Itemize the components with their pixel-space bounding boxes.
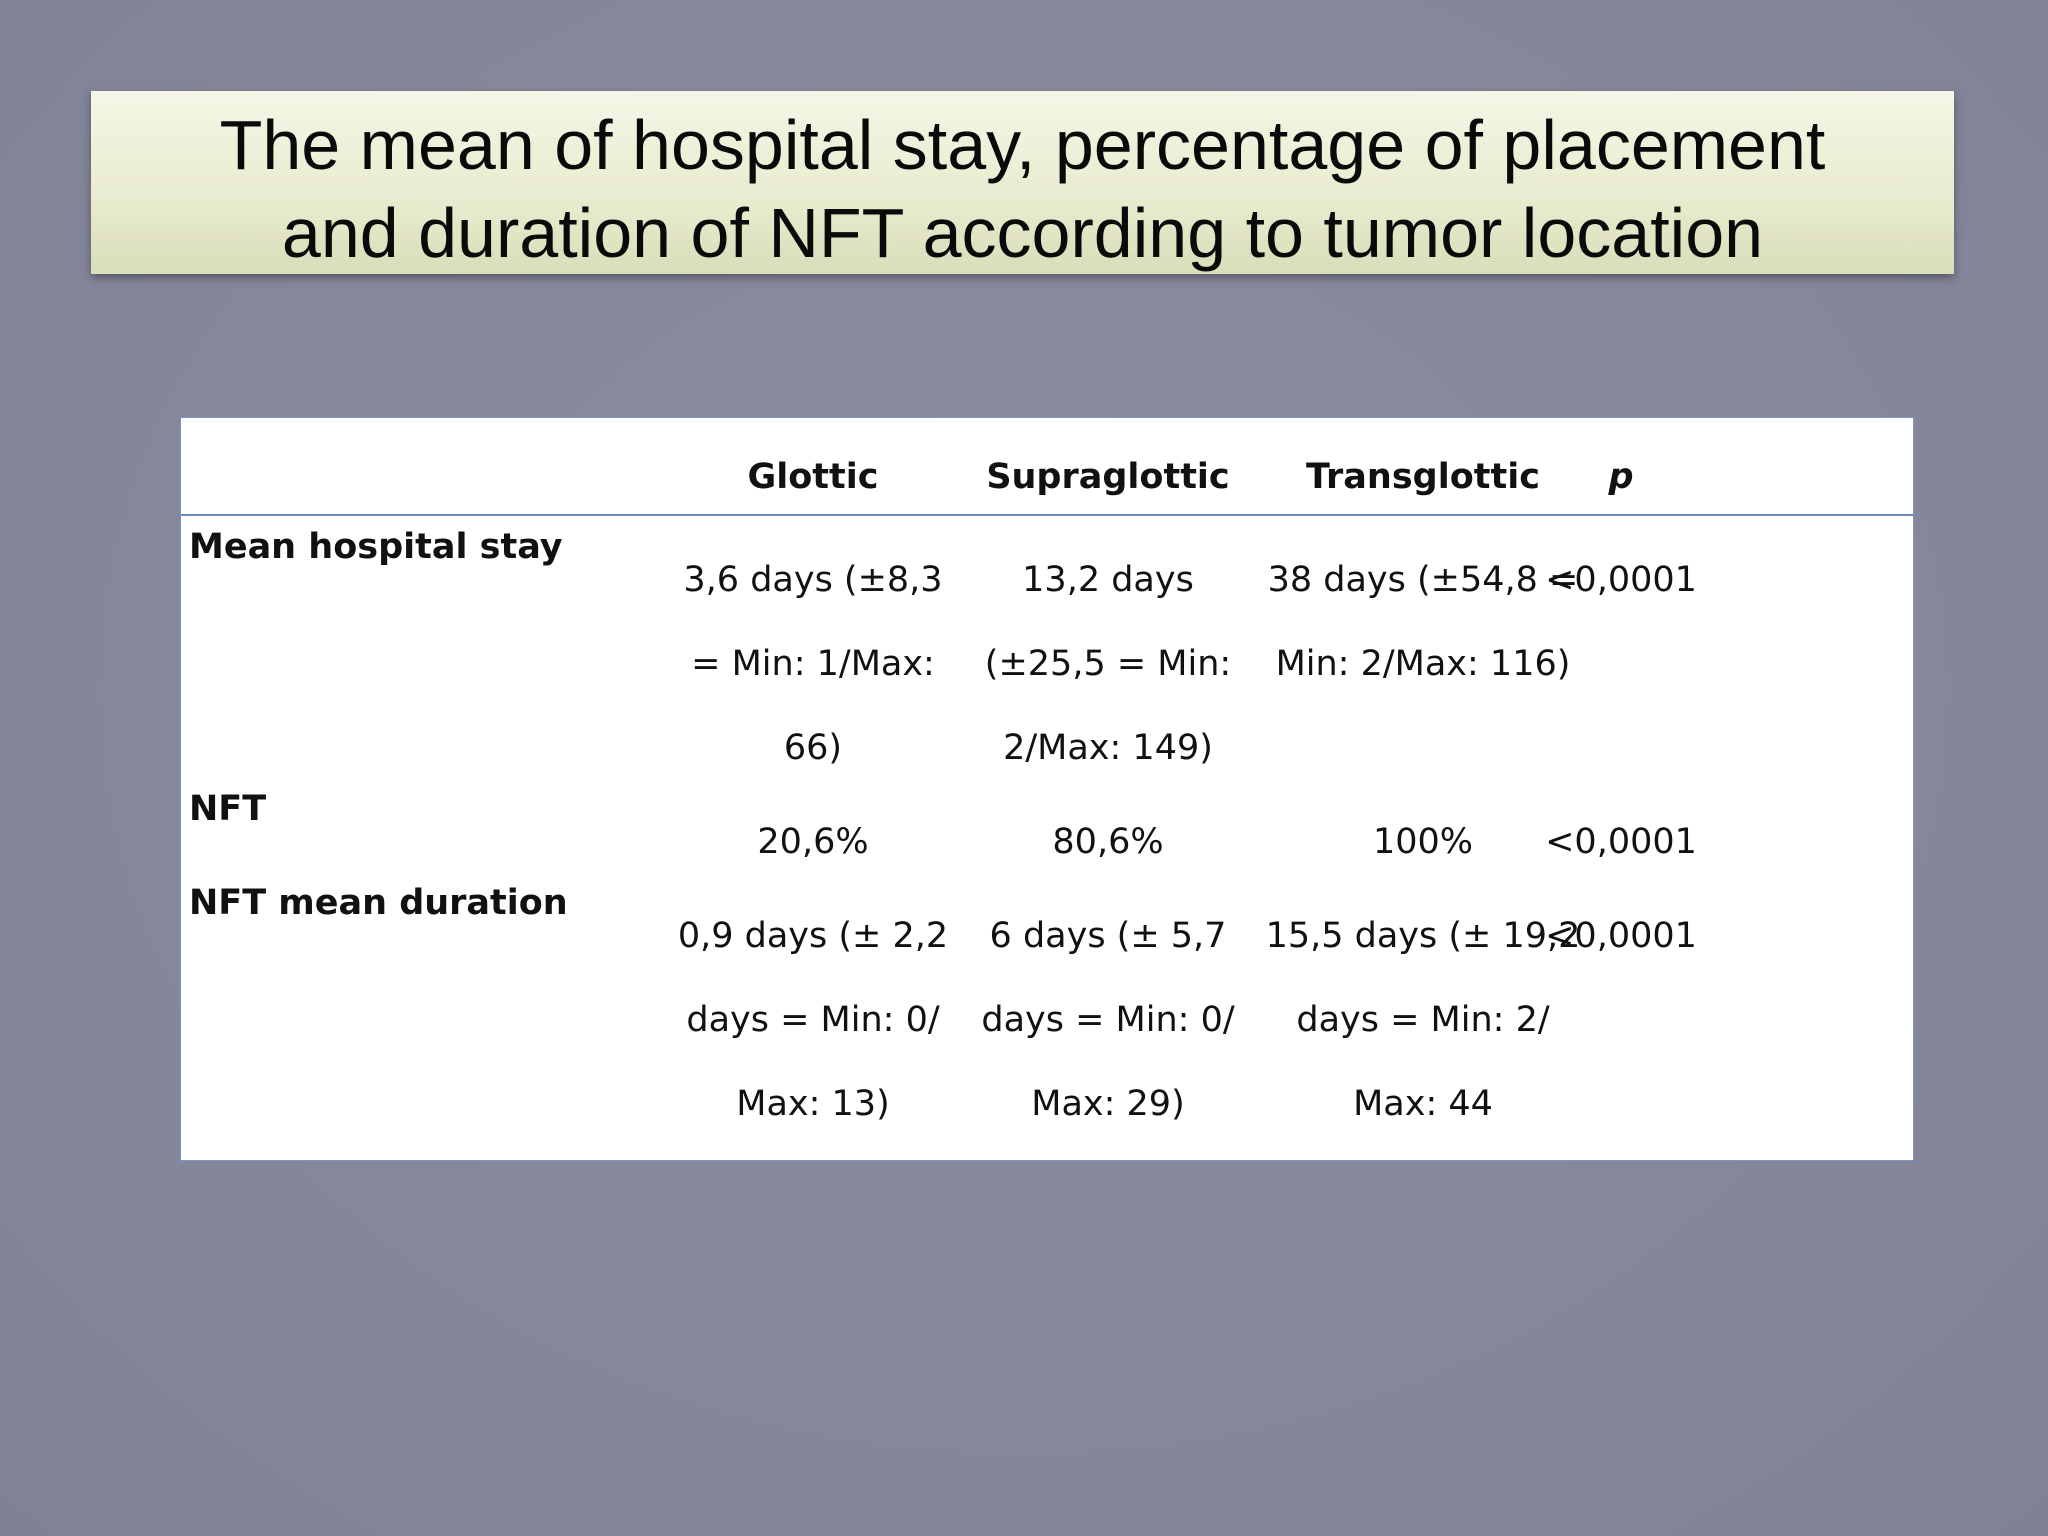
row-label-nft-mean-duration: NFT mean duration bbox=[189, 883, 568, 923]
header-glottic: Glottic bbox=[747, 457, 879, 497]
row-label-nft: NFT bbox=[189, 789, 267, 829]
cell-glottic: 0,9 days (± 2,2 days = Min: 0/ Max: 13) bbox=[677, 916, 949, 1124]
cell-supraglottic: 6 days (± 5,7 days = Min: 0/ Max: 29) bbox=[981, 916, 1235, 1124]
cell-supraglottic: 80,6% bbox=[1052, 822, 1164, 862]
results-table bbox=[180, 417, 1914, 1161]
cell-supraglottic: 13,2 days (±25,5 = Min: 2/Max: 149) bbox=[984, 560, 1232, 768]
cell-p-value: <0,0001 bbox=[1545, 822, 1697, 862]
header-transglottic: Transglottic bbox=[1306, 457, 1540, 497]
cell-glottic: 3,6 days (±8,3 = Min: 1/Max: 66) bbox=[683, 560, 943, 768]
cell-p-value: <0,0001 bbox=[1545, 916, 1697, 956]
cell-transglottic: 15,5 days (± 19,2 days = Min: 2/ Max: 44 bbox=[1265, 916, 1581, 1124]
slide-title: The mean of hospital stay, percentage of placement and duration of NFT according to tumor location bbox=[219, 105, 1826, 272]
cell-glottic: 20,6% bbox=[757, 822, 869, 862]
header-p-value: p bbox=[1608, 457, 1634, 497]
cell-transglottic: 100% bbox=[1372, 822, 1474, 862]
table-header-row bbox=[181, 418, 1913, 516]
cell-transglottic: 38 days (±54,8 = Min: 2/Max: 116) bbox=[1267, 560, 1579, 684]
slide-title-bar bbox=[91, 91, 1954, 274]
cell-p-value: <0,0001 bbox=[1545, 560, 1697, 600]
header-supraglottic: Supraglottic bbox=[986, 457, 1230, 497]
row-label-mean-hospital-stay: Mean hospital stay bbox=[189, 527, 563, 567]
